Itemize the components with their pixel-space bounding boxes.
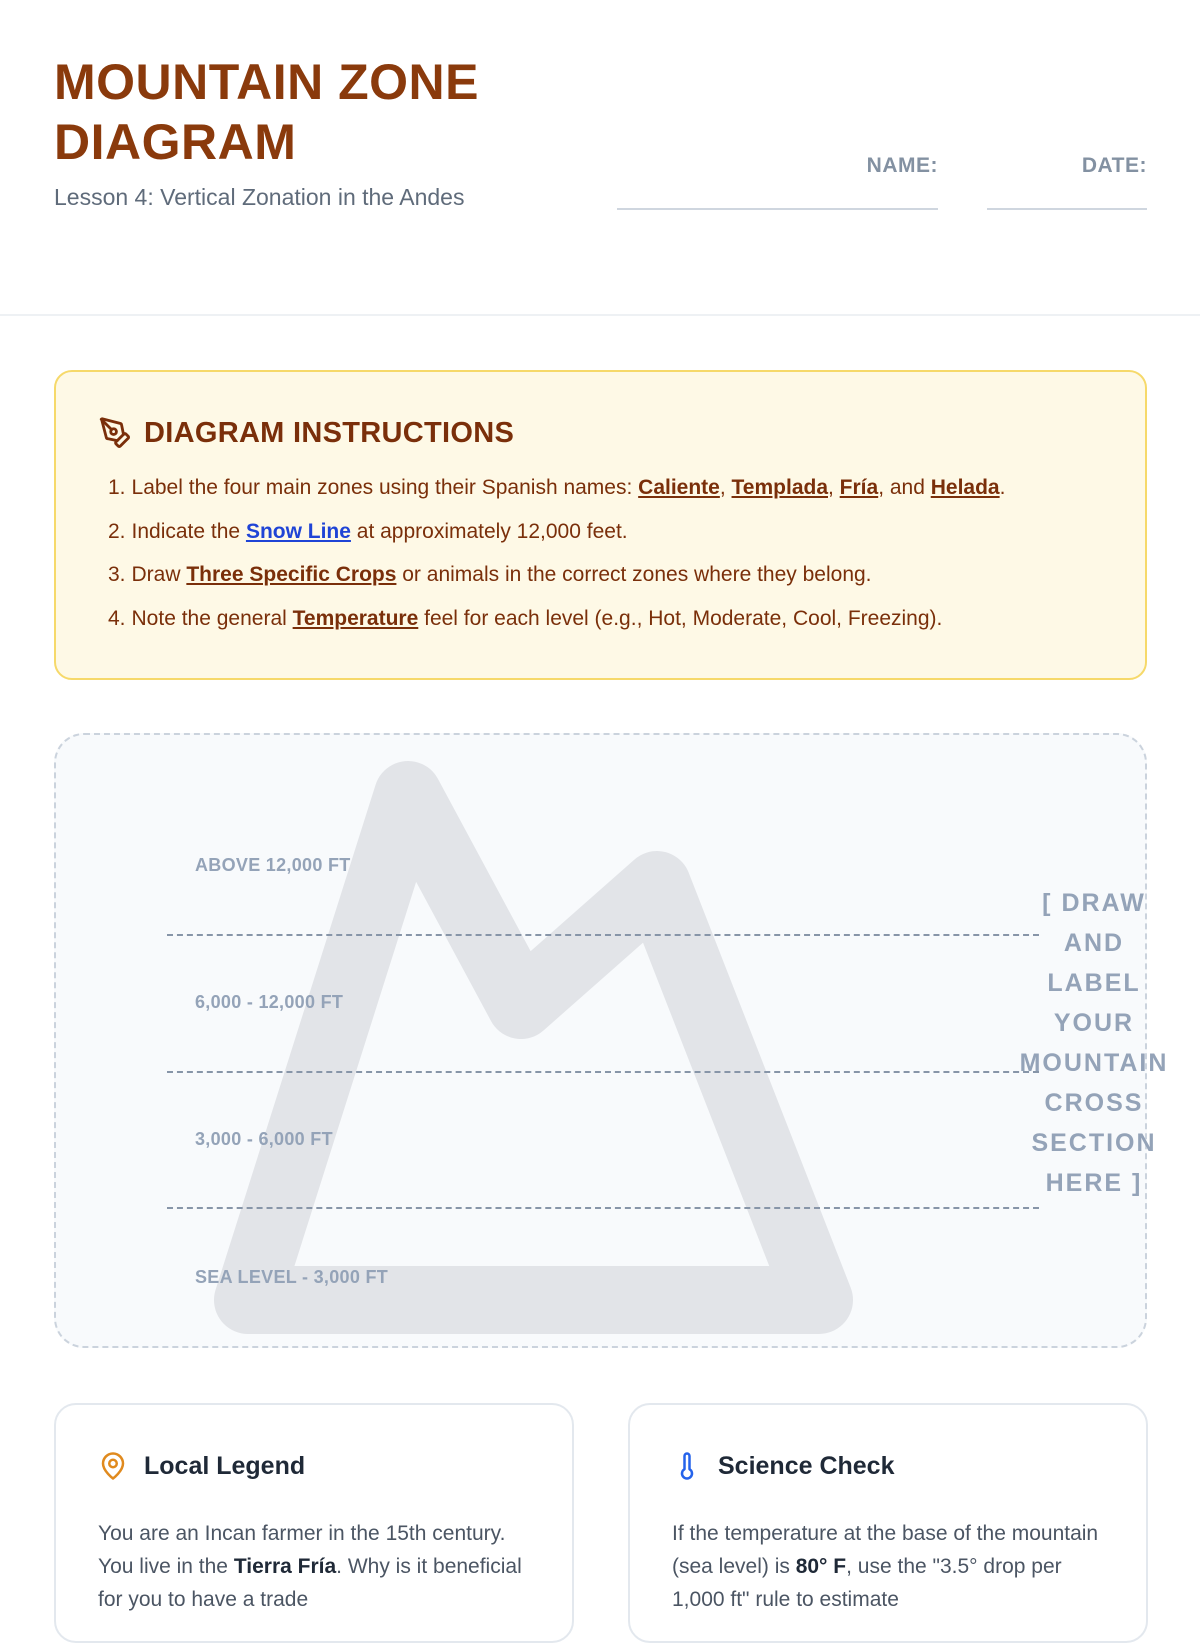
instruction-item bbox=[108, 518, 1005, 562]
date-field bbox=[1070, 154, 1147, 178]
keyword-temperature: Temperature bbox=[292, 606, 419, 630]
zone-divider bbox=[167, 934, 1039, 936]
item-text: Indicate the bbox=[131, 519, 246, 543]
date-label: DATE: bbox=[1081, 154, 1147, 177]
instruction-item bbox=[108, 605, 1005, 649]
instruction-item bbox=[108, 561, 1005, 605]
card-text: . Why is it beneficial for you to have a trade bbox=[98, 1555, 522, 1611]
item-number: 2. bbox=[108, 519, 126, 543]
item-number: 1. bbox=[108, 476, 126, 499]
item-text: Note the general bbox=[131, 606, 293, 630]
worksheet-header bbox=[0, 0, 1200, 316]
zone-label-6000-12000: 6,000 - 12,000 FT bbox=[195, 992, 344, 1012]
item-text: or animals in the correct zones where they belong. bbox=[396, 563, 872, 586]
card-emphasis: 80° F bbox=[795, 1555, 847, 1578]
zone-divider bbox=[167, 1071, 1039, 1073]
mountain-drawing-area[interactable] bbox=[54, 733, 1169, 1348]
card-title: Science Check bbox=[718, 1451, 895, 1480]
date-input-line[interactable] bbox=[987, 208, 1147, 210]
name-label: NAME: bbox=[866, 154, 938, 177]
instruction-item bbox=[108, 474, 1005, 518]
mountain-outline-icon bbox=[56, 735, 1149, 1350]
item-number: 3. bbox=[108, 563, 126, 586]
item-separator: , bbox=[828, 476, 840, 499]
keyword-templada: Templada bbox=[731, 476, 828, 499]
card-header bbox=[98, 1451, 305, 1481]
instructions-title: DIAGRAM INSTRUCTIONS bbox=[144, 416, 515, 449]
science-check-card bbox=[628, 1403, 1148, 1643]
keyword-caliente: Caliente bbox=[638, 476, 720, 499]
zone-label-above-12000: ABOVE 12,000 FT bbox=[195, 855, 351, 875]
zone-divider bbox=[167, 1207, 1039, 1209]
card-title: Local Legend bbox=[144, 1451, 306, 1480]
name-input-line[interactable] bbox=[617, 208, 938, 210]
card-text: You are an Incan farmer in the 15th century. You live in the bbox=[98, 1522, 506, 1578]
instructions-list bbox=[108, 474, 1005, 648]
local-legend-card bbox=[54, 1403, 574, 1643]
page-title: MOUNTAIN ZONE DIAGRAM bbox=[54, 54, 479, 170]
thermometer-icon bbox=[672, 1451, 702, 1481]
keyword-crops: Three Specific Crops bbox=[186, 563, 397, 586]
item-text: at approximately 12,000 feet. bbox=[350, 519, 628, 543]
name-field bbox=[862, 154, 938, 178]
card-text: , use the "3.5° drop per 1,000 ft" rule to estimate bbox=[672, 1555, 1062, 1611]
item-text: Draw bbox=[131, 563, 187, 586]
instructions-box bbox=[54, 370, 1147, 680]
map-pin-icon bbox=[98, 1451, 128, 1481]
item-text: . bbox=[999, 476, 1006, 499]
card-body bbox=[672, 1517, 1102, 1616]
item-text: Label the four main zones using their Spanish names: bbox=[131, 476, 639, 499]
keyword-fria: Fría bbox=[839, 476, 879, 499]
item-separator: , bbox=[719, 476, 732, 499]
draw-prompt: [ DRAW AND LABEL YOUR MOUNTAIN CROSS SECTION HERE ] bbox=[1019, 889, 1169, 1197]
zone-label-3000-6000: 3,000 - 6,000 FT bbox=[195, 1129, 333, 1149]
card-text: If the temperature at the base of the mountain (sea level) is bbox=[672, 1522, 1099, 1578]
zone-label-sea-level: SEA LEVEL - 3,000 FT bbox=[195, 1267, 389, 1287]
item-text: feel for each level (e.g., Hot, Moderate, Cool, Freezing). bbox=[418, 606, 943, 630]
item-separator: , and bbox=[878, 476, 931, 499]
instructions-header bbox=[98, 416, 514, 450]
card-header bbox=[672, 1451, 895, 1481]
snow-line-link[interactable]: Snow Line bbox=[245, 519, 351, 543]
keyword-helada: Helada bbox=[930, 476, 1000, 499]
pen-tool-icon bbox=[98, 416, 132, 450]
card-emphasis: Tierra Fría bbox=[233, 1555, 337, 1578]
page-subtitle: Lesson 4: Vertical Zonation in the Andes bbox=[54, 184, 465, 210]
item-number: 4. bbox=[108, 606, 126, 630]
card-body bbox=[98, 1517, 528, 1616]
